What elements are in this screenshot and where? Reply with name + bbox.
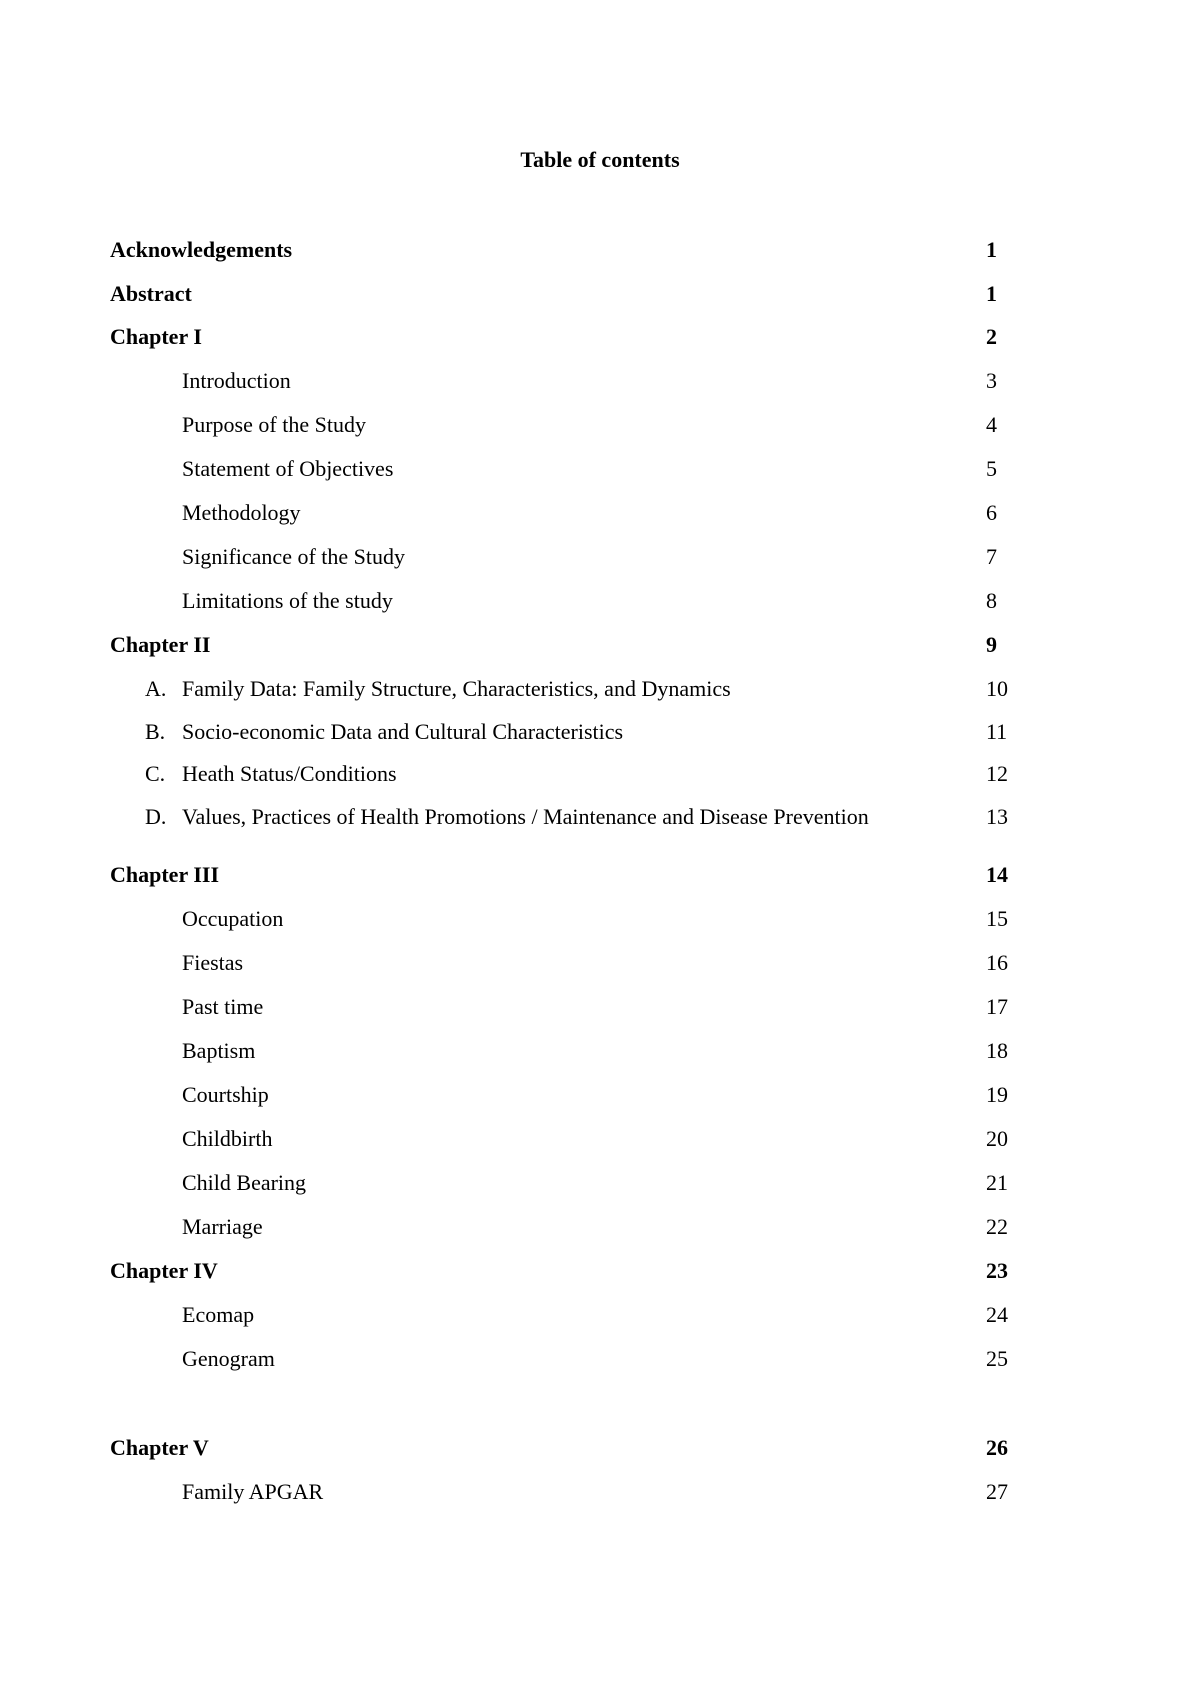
toc-entry-page: 1 xyxy=(986,281,997,306)
toc-entry-chapter-1 xyxy=(0,322,1200,352)
toc-entry-child-bearing xyxy=(0,1168,1200,1198)
toc-entry-page: 15 xyxy=(986,906,1008,931)
toc-entry-label: Purpose of the Study xyxy=(182,412,366,437)
toc-entry-label: Methodology xyxy=(182,500,301,525)
toc-entry-label: Child Bearing xyxy=(182,1170,307,1195)
toc-entry-occupation xyxy=(0,904,1200,934)
toc-entry-page: 9 xyxy=(986,632,997,657)
toc-entry-page: 8 xyxy=(986,588,997,613)
toc-entry-marker: D. xyxy=(145,804,167,829)
toc-entry-page: 17 xyxy=(986,994,1008,1019)
toc-entry-label: Childbirth xyxy=(182,1126,273,1151)
page-title: Table of contents xyxy=(520,147,680,172)
toc-entry-socio-economic xyxy=(0,717,1200,747)
toc-entry-label: Acknowledgements xyxy=(110,237,293,262)
toc-entry-marker: B. xyxy=(145,719,166,744)
toc-entry-introduction xyxy=(0,366,1200,396)
toc-entry-page: 25 xyxy=(986,1346,1008,1371)
toc-entry-past-time xyxy=(0,992,1200,1022)
toc-entry-baptism xyxy=(0,1036,1200,1066)
toc-entry-label: Values, Practices of Health Promotions / Maintenance and Disease Prevention xyxy=(182,804,869,829)
toc-entry-page: 14 xyxy=(986,862,1008,887)
toc-entry-purpose xyxy=(0,410,1200,440)
toc-entry-fiestas xyxy=(0,948,1200,978)
toc-entry-chapter-5 xyxy=(0,1433,1200,1463)
toc-entry-chapter-3 xyxy=(0,860,1200,890)
toc-entry-label: Genogram xyxy=(182,1346,275,1371)
toc-entry-significance xyxy=(0,542,1200,572)
toc-entry-page: 26 xyxy=(986,1435,1008,1460)
toc-entry-label: Limitations of the study xyxy=(182,588,393,613)
toc-entry-label: Past time xyxy=(182,994,264,1019)
toc-entry-marker: C. xyxy=(145,761,166,786)
toc-entry-page: 18 xyxy=(986,1038,1008,1063)
toc-entry-abstract xyxy=(0,279,1200,309)
toc-entry-label: Ecomap xyxy=(182,1302,255,1327)
toc-entry-label: Chapter III xyxy=(110,862,220,887)
toc-entry-chapter-4 xyxy=(0,1256,1200,1286)
toc-entry-page: 21 xyxy=(986,1170,1008,1195)
toc-entry-page: 10 xyxy=(986,676,1008,701)
toc-entry-marriage xyxy=(0,1212,1200,1242)
toc-entry-limitations xyxy=(0,586,1200,616)
toc-entry-genogram xyxy=(0,1344,1200,1374)
toc-entry-health-status xyxy=(0,759,1200,789)
toc-entry-marker: A. xyxy=(145,676,167,701)
toc-entry-page: 13 xyxy=(986,804,1008,829)
toc-entry-label: Abstract xyxy=(110,281,192,306)
toc-entry-page: 11 xyxy=(986,719,1008,744)
toc-entry-page: 7 xyxy=(986,544,997,569)
toc-entry-page: 3 xyxy=(986,368,997,393)
toc-entry-page: 27 xyxy=(986,1479,1008,1504)
toc-entry-label: Socio-economic Data and Cultural Characteristics xyxy=(182,719,624,744)
toc-entry-family-data xyxy=(0,674,1200,704)
toc-entry-label: Baptism xyxy=(182,1038,256,1063)
toc-entry-label: Family APGAR xyxy=(182,1479,324,1504)
toc-entry-label: Courtship xyxy=(182,1082,269,1107)
toc-entry-courtship xyxy=(0,1080,1200,1110)
toc-entry-label: Chapter V xyxy=(110,1435,209,1460)
toc-entry-label: Marriage xyxy=(182,1214,263,1239)
toc-entry-childbirth xyxy=(0,1124,1200,1154)
toc-entry-chapter-2 xyxy=(0,630,1200,660)
toc-entry-label: Chapter II xyxy=(110,632,211,657)
toc-entry-page: 19 xyxy=(986,1082,1008,1107)
toc-entry-page: 16 xyxy=(986,950,1008,975)
toc-entry-values-practices xyxy=(0,802,1200,832)
toc-entry-page: 20 xyxy=(986,1126,1008,1151)
toc-entry-label: Family Data: Family Structure, Characteristics, and Dynamics xyxy=(182,676,731,701)
toc-entry-label: Statement of Objectives xyxy=(182,456,394,481)
toc-entry-page: 24 xyxy=(986,1302,1008,1327)
toc-entry-label: Occupation xyxy=(182,906,284,931)
toc-entry-page: 5 xyxy=(986,456,997,481)
toc-entry-page: 22 xyxy=(986,1214,1008,1239)
toc-entry-label: Chapter I xyxy=(110,324,202,349)
toc-entry-label: Introduction xyxy=(182,368,291,393)
toc-entry-page: 1 xyxy=(986,237,997,262)
toc-entry-acknowledgements xyxy=(0,235,1200,265)
toc-entry-label: Chapter IV xyxy=(110,1258,218,1283)
toc-entry-label: Heath Status/Conditions xyxy=(182,761,397,786)
toc-entry-page: 4 xyxy=(986,412,997,437)
toc-entry-label: Fiestas xyxy=(182,950,244,975)
toc-entry-objectives xyxy=(0,454,1200,484)
toc-entry-page: 23 xyxy=(986,1258,1008,1283)
toc-entry-ecomap xyxy=(0,1300,1200,1330)
toc-entry-label: Significance of the Study xyxy=(182,544,406,569)
toc-entry-page: 12 xyxy=(986,761,1008,786)
toc-entry-family-apgar xyxy=(0,1477,1200,1507)
toc-entry-page: 6 xyxy=(986,500,997,525)
toc-entry-page: 2 xyxy=(986,324,997,349)
toc-entry-methodology xyxy=(0,498,1200,528)
